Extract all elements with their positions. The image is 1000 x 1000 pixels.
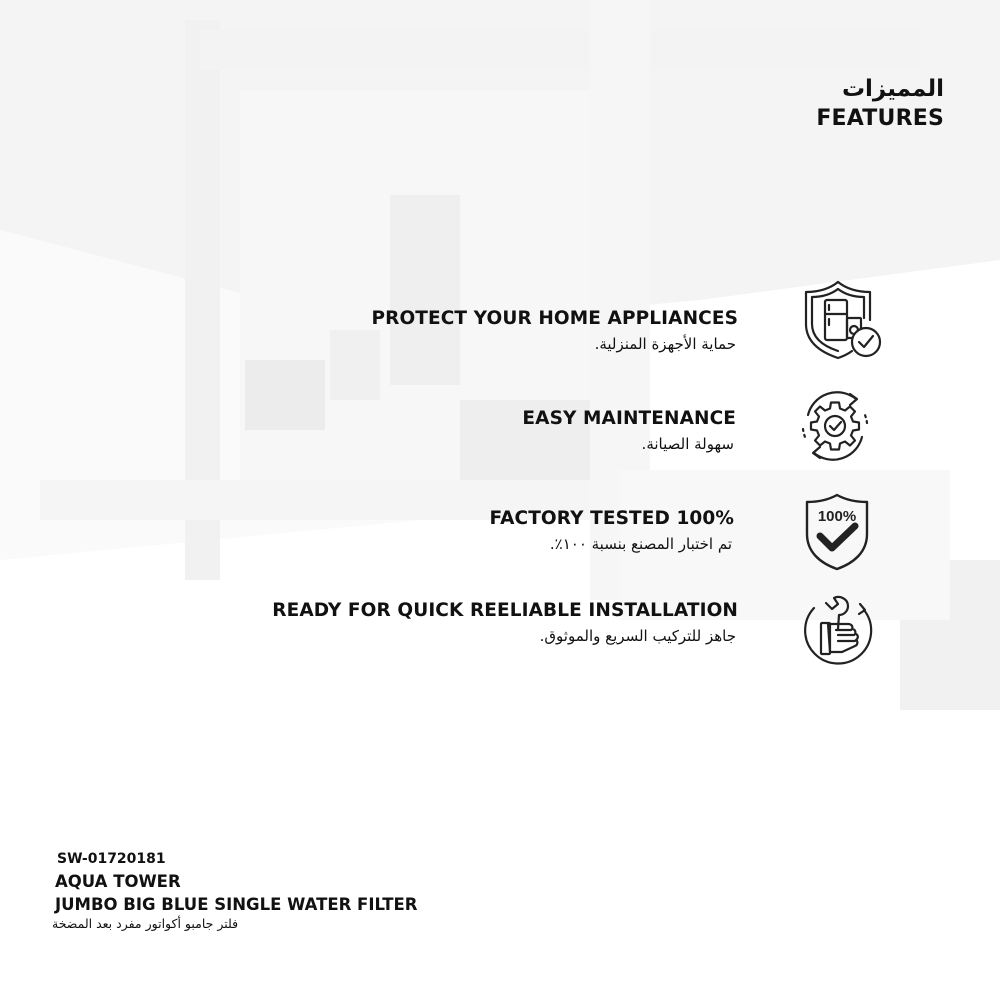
shield-100-check-icon [800, 492, 875, 572]
product-name-arabic: فلتر جامبو أكواتور مفرد بعد المضخة [52, 916, 239, 931]
feature-title: FACTORY TESTED 100% [489, 508, 734, 529]
feature-factory-tested [489, 506, 734, 556]
feature-title: READY FOR QUICK REELIABLE INSTALLATION [272, 600, 738, 621]
feature-easy-maintenance [522, 406, 736, 456]
product-brand: AQUA TOWER [55, 872, 181, 891]
shield-appliance-check-icon [798, 278, 888, 368]
features-title: FEATURES [816, 106, 944, 131]
feature-title: PROTECT YOUR HOME APPLIANCES [371, 308, 738, 329]
feature-protect-appliances [371, 306, 738, 356]
feature-title-arabic: تم اختبار المصنع بنسبة ١٠٠٪. [549, 535, 732, 553]
badge-text: 100% [817, 508, 857, 525]
gear-cycle-icon [794, 385, 876, 467]
feature-title-arabic: جاهز للتركيب السريع والموثوق. [539, 627, 736, 645]
product-code: SW-01720181 [57, 851, 166, 867]
feature-title: EASY MAINTENANCE [522, 408, 736, 429]
product-info [52, 848, 417, 932]
features-title-arabic: المميزات [841, 76, 944, 102]
feature-title-arabic: حماية الأجهزة المنزلية. [594, 335, 736, 353]
hand-wrench-icon [798, 594, 878, 670]
product-name: JUMBO BIG BLUE SINGLE WATER FILTER [55, 895, 418, 914]
feature-quick-installation [272, 598, 738, 648]
feature-title-arabic: سهولة الصيانة. [641, 435, 734, 453]
features-header [816, 74, 944, 134]
